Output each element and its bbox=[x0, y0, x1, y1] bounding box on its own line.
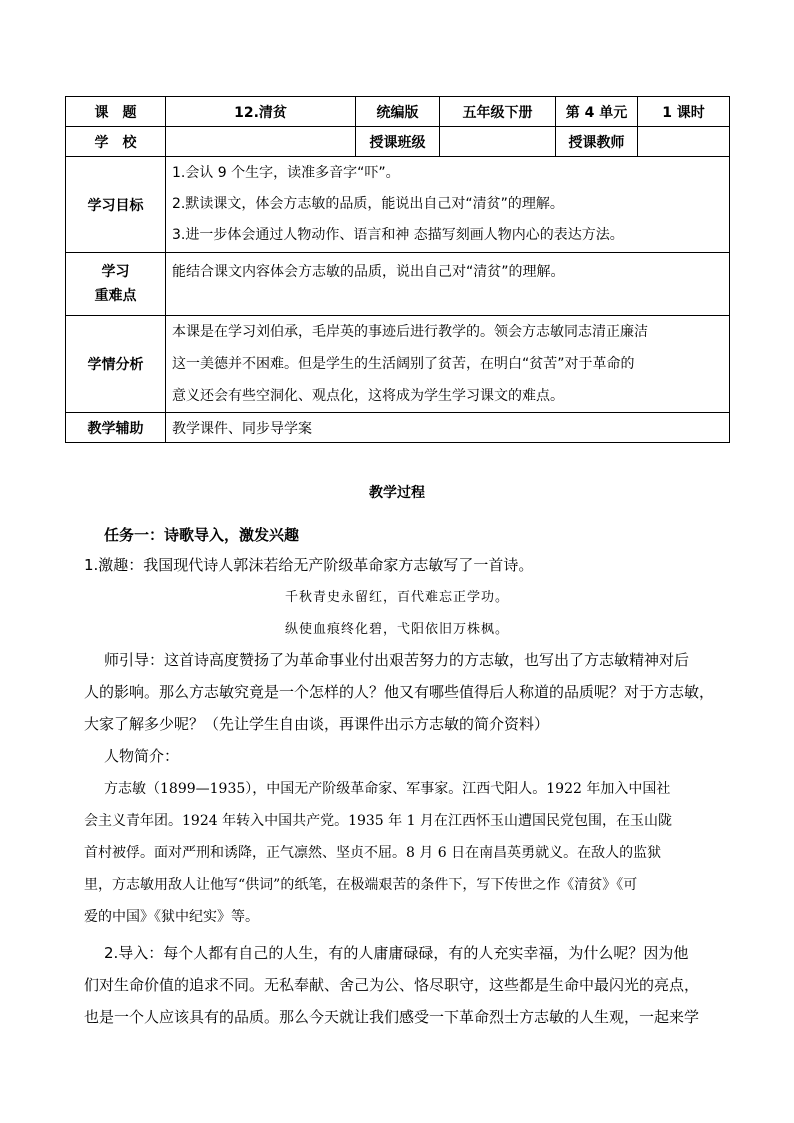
class-label: 授课班级 bbox=[356, 127, 440, 157]
intro-line: 2.导入：每个人都有自己的人生，有的人庸庸碌碌，有的人充实幸福，为什么呢？因为他 bbox=[104, 944, 689, 962]
bio-line: 爱的中国》《狱中纪实》等。 bbox=[84, 909, 259, 925]
goals-label: 学习目标 bbox=[66, 157, 166, 253]
edition-cell: 统编版 bbox=[356, 97, 440, 127]
key-label-line1: 学习 bbox=[101, 264, 130, 280]
task-heading: 任务一：诗歌导入，激发兴趣 bbox=[104, 526, 300, 544]
lesson-title: 12.清贫 bbox=[166, 97, 356, 127]
paragraph-intro: 1.激趣：我国现代诗人郭沫若给无产阶级革命家方志敏写了一首诗。 bbox=[84, 556, 534, 574]
goals-content bbox=[166, 157, 730, 253]
analysis-line: 本课是在学习刘伯承，毛岸英的事迹后进行教学的。领会方志敏同志清正廉洁 bbox=[172, 324, 648, 340]
key-label-line2: 重难点 bbox=[94, 288, 137, 304]
guide-line: 大家了解多少呢？（先让学生自由谈，再课件出示方志敏的简介资料） bbox=[84, 715, 550, 733]
goal-line: 1.会认 9 个生字，读准多音字“吓”。 bbox=[172, 165, 400, 181]
bio-line: 会主义青年团。1924 年转入中国共产党。1935 年 1 月在江西怀玉山遭国民党包围，在玉山陇 bbox=[84, 813, 672, 829]
teacher-value bbox=[638, 127, 730, 157]
guide-line: 人的影响。那么方志敏究竟是一个怎样的人？他又有哪些值得后人称道的品质呢？对于方志敏， bbox=[84, 683, 715, 701]
goal-line: 2.默读课文，体会方志敏的品质，能说出自己对“清贫”的理解。 bbox=[172, 196, 564, 212]
bio-line: 首村被俘。面对严刑和诱降，正气凛然、坚贞不屈。8 月 6 日在南昌英勇就义。在敌人的监狱 bbox=[84, 845, 662, 861]
guide-line: 师引导：这首诗高度赞扬了为革命事业付出艰苦努力的方志敏，也写出了方志敏精神对后 bbox=[104, 651, 690, 669]
analysis-line: 这一美德并不困难。但是学生的生活阔别了贫苦，在明白“贫苦”对于革命的 bbox=[172, 356, 635, 372]
hours-cell: 1 课时 bbox=[638, 97, 730, 127]
poem-line: 千秋青史永留红，百代难忘正学功。 bbox=[284, 590, 509, 605]
table-row bbox=[66, 413, 730, 443]
grade-cell: 五年级下册 bbox=[440, 97, 556, 127]
key-points-content: 能结合课文内容体会方志敏的品质，说出自己对“清贫”的理解。 bbox=[166, 253, 730, 316]
table-row bbox=[66, 157, 730, 253]
aids-content: 教学课件、同步导学案 bbox=[166, 413, 730, 443]
analysis-content bbox=[166, 316, 730, 413]
subject-label: 课 题 bbox=[66, 97, 166, 127]
aids-label: 教学辅助 bbox=[66, 413, 166, 443]
intro-line: 们对生命价值的追求不同。无私奉献、舍己为公、恪尽职守，这些都是生命中最闪光的亮点， bbox=[84, 976, 700, 994]
bio-line: 方志敏（1899—1935），中国无产阶级革命家、军事家。江西弋阳人。1922 年加入中国社 bbox=[104, 781, 671, 797]
table-row bbox=[66, 97, 730, 127]
table-row bbox=[66, 127, 730, 157]
goal-line: 3.进一步体会通过人物动作、语言和神 态描写刻画人物内心的表达方法。 bbox=[172, 227, 624, 243]
unit-cell: 第 4 单元 bbox=[556, 97, 638, 127]
teacher-label: 授课教师 bbox=[556, 127, 638, 157]
intro-line: 也是一个人应该具有的品质。那么今天就让我们感受一下革命烈士方志敏的人生观，一起来学 bbox=[84, 1008, 700, 1026]
bio-line: 里，方志敏用敌人让他写“供词”的纸笔，在极端艰苦的条件下，写下传世之作《清贫》《可 bbox=[84, 877, 638, 893]
lesson-info-table bbox=[65, 96, 730, 443]
poem-line: 纵使血痕终化碧，弋阳依旧万株枫。 bbox=[284, 622, 509, 637]
class-value bbox=[440, 127, 556, 157]
analysis-label: 学情分析 bbox=[66, 316, 166, 413]
profile-label: 人物简介： bbox=[104, 747, 180, 765]
analysis-line: 意义还会有些空洞化、观点化，这将成为学生学习课文的难点。 bbox=[172, 388, 564, 404]
key-points-label bbox=[66, 253, 166, 316]
process-title: 教学过程 bbox=[369, 485, 425, 501]
table-row bbox=[66, 316, 730, 413]
table-row bbox=[66, 253, 730, 316]
school-value bbox=[166, 127, 356, 157]
school-label: 学 校 bbox=[66, 127, 166, 157]
